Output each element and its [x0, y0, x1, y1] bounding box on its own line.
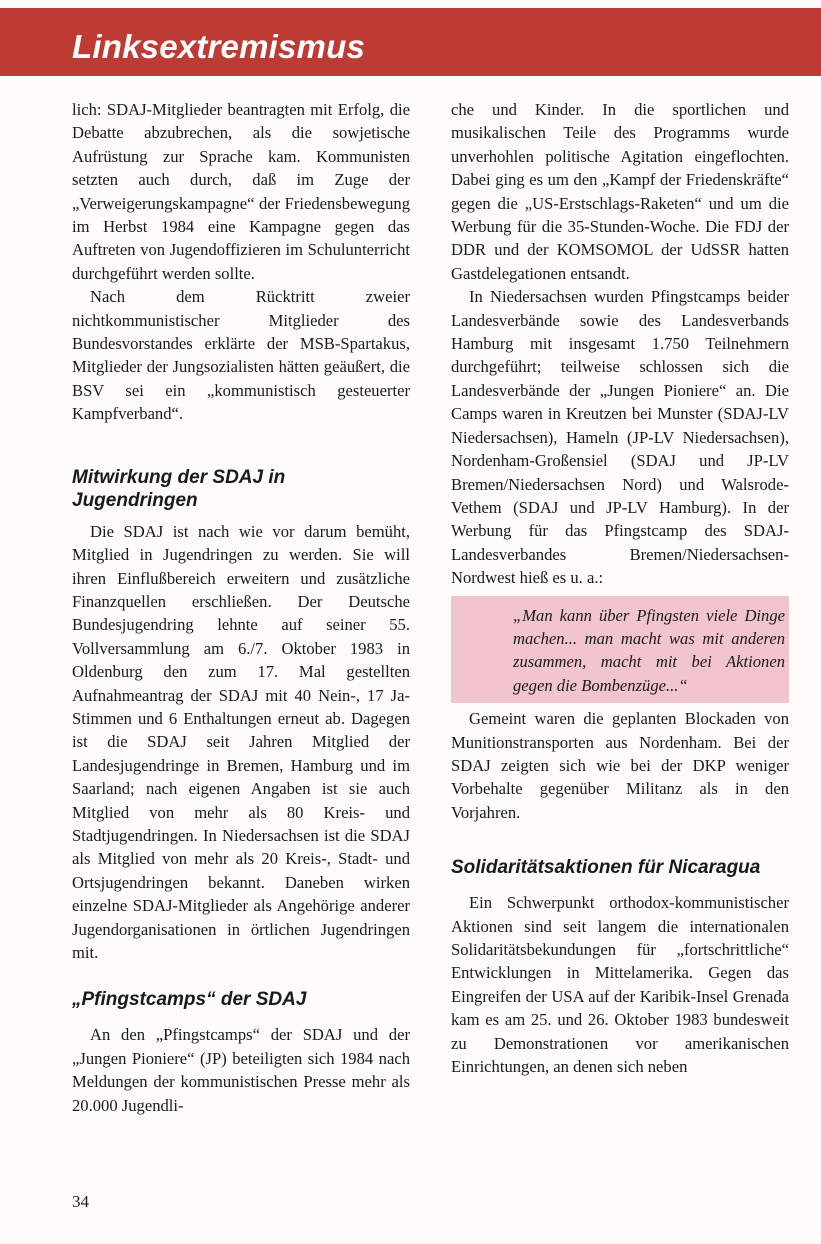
- paragraph: che und Kinder. In die sportlichen und musikalischen Teile des Programms wurde unverhohlen politische Agitation eingeflochten. Dabei ging es um den „Kampf der Friedenskräfte“ gegen die „US-Erstschlags-Raketen“ und um die Werbung für die 35-Stunden-Woche. Die FDJ der DDR und der KOMSOMOL der UdSSR hatten Gastdelegationen entsandt.: [451, 100, 789, 283]
- section-heading: Mitwirkung der SDAJ in Jugendringen: [72, 466, 286, 511]
- paragraph: An den „Pfingstcamps“ der SDAJ und der „Jungen Pioniere“ (JP) beteiligten sich 1984 nach Meldungen der kommunistischen Presse mehr als 20.000 Jugendli-: [72, 1025, 410, 1115]
- paragraph: Gemeint waren die geplanten Blockaden von Munitionstransporten aus Nordenham. Bei der SDAJ zeigten sich wie bei der DKP weniger Vorbehalte gegenüber Militanz als in den Vorjahren.: [451, 709, 789, 822]
- paragraph: Die SDAJ ist nach wie vor darum bemüht, Mitglied in Jugendringen zu werden. Sie will ihren Einflußbereich erweitern und zusätzliche Finanzquellen erschließen. Der Deutsche Bundesjugendring lehnte auf seiner 55. Vollversammlung am 6./7. Oktober 1983 in Oldenburg den zum 17. Mal gestellten Aufnahmeantrag der SDAJ mit 40 Nein-, 17 Ja-Stimmen und 6 Enthaltungen erneut ab. Dagegen ist die SDAJ seit Jahren Mitglied der Landesjugendringe in Bremen, Hamburg und im Saarland; nach eigenen Angaben ist sie auch Mitglied von mehr als 80 Kreis- und Stadtjugendringen. In Niedersachsen ist die SDAJ als Mitglied von mehr als 20 Kreis-, Stadt- und Ortsjugendringen bekannt. Daneben wirken einzelne SDAJ-Mitglieder als Angehörige anderer Jugendorganisationen in örtlichen Jugendringen mit.: [72, 521, 410, 962]
- quote-box: „Man kann über Pfingsten viele Dinge machen... man macht was mit anderen zusammen, macht mit bei Aktionen gegen die Bombenzüge...“: [451, 596, 789, 704]
- section-heading: Solidaritätsaktionen für Nicaragua: [451, 857, 761, 879]
- paragraph: lich: SDAJ-Mitglieder beantragten mit Erfolg, die Debatte abzubrechen, als die sowjetische Aufrüstung zur Sprache kam. Kommunisten setzten auch durch, daß im Zuge der „Verweigerungskampagne“ der Friedensbewegung im Herbst 1984 eine Kampagne gegen das Auftreten von Jugendoffizieren im Schulunterricht durchgeführt werden sollte.: [72, 100, 410, 283]
- page-number: 34: [72, 1192, 89, 1211]
- left-column: [72, 98, 410, 1117]
- paragraph: Nach dem Rücktritt zweier nichtkommunistischer Mitglieder des Bundesvorstandes erklärte der MSB-Spartakus, Mitglieder der Jungsozialisten hätten geäußert, die BSV sei ein „kommunistisch gesteuerter Kampfverband“.: [72, 287, 410, 424]
- section-banner: [0, 8, 821, 76]
- section-title: Linksextremismus: [72, 28, 365, 65]
- paragraph: In Niedersachsen wurden Pfingstcamps beider Landesverbände sowie des Landesverbands Hamburg mit insgesamt 1.750 Teilnehmern durchgeführt; teilweise schlossen sich die Landesverbände der „Jungen Pioniere“ an. Die Camps waren in Kreutzen bei Munster (SDAJ-LV Niedersachsen), Hameln (JP-LV Niedersachsen), Nordenham-Großensiel (SDAJ und JP-LV Bremen/Niedersachsen Nord) und Walsrode-Vethem (SDAJ und JP-LV Hamburg). In der Werbung für das Pfingstcamp des SDAJ-Landesverbandes Bremen/Niedersachsen-Nordwest hieß es u. a.:: [451, 287, 789, 588]
- right-column: [451, 98, 789, 1078]
- section-heading: „Pfingstcamps“ der SDAJ: [72, 989, 307, 1011]
- paragraph: Ein Schwerpunkt orthodox-kommunistischer Aktionen sind seit langem die internationalen Solidaritätsbekundungen für „fortschrittliche“ Entwicklungen in Mittelamerika. Gegen das Eingreifen der USA auf der Karibik-Insel Grenada kam es am 25. und 26. Oktober 1983 bundesweit zu Demonstrationen vor amerikanischen Einrichtungen, an denen sich neben: [451, 893, 789, 1077]
